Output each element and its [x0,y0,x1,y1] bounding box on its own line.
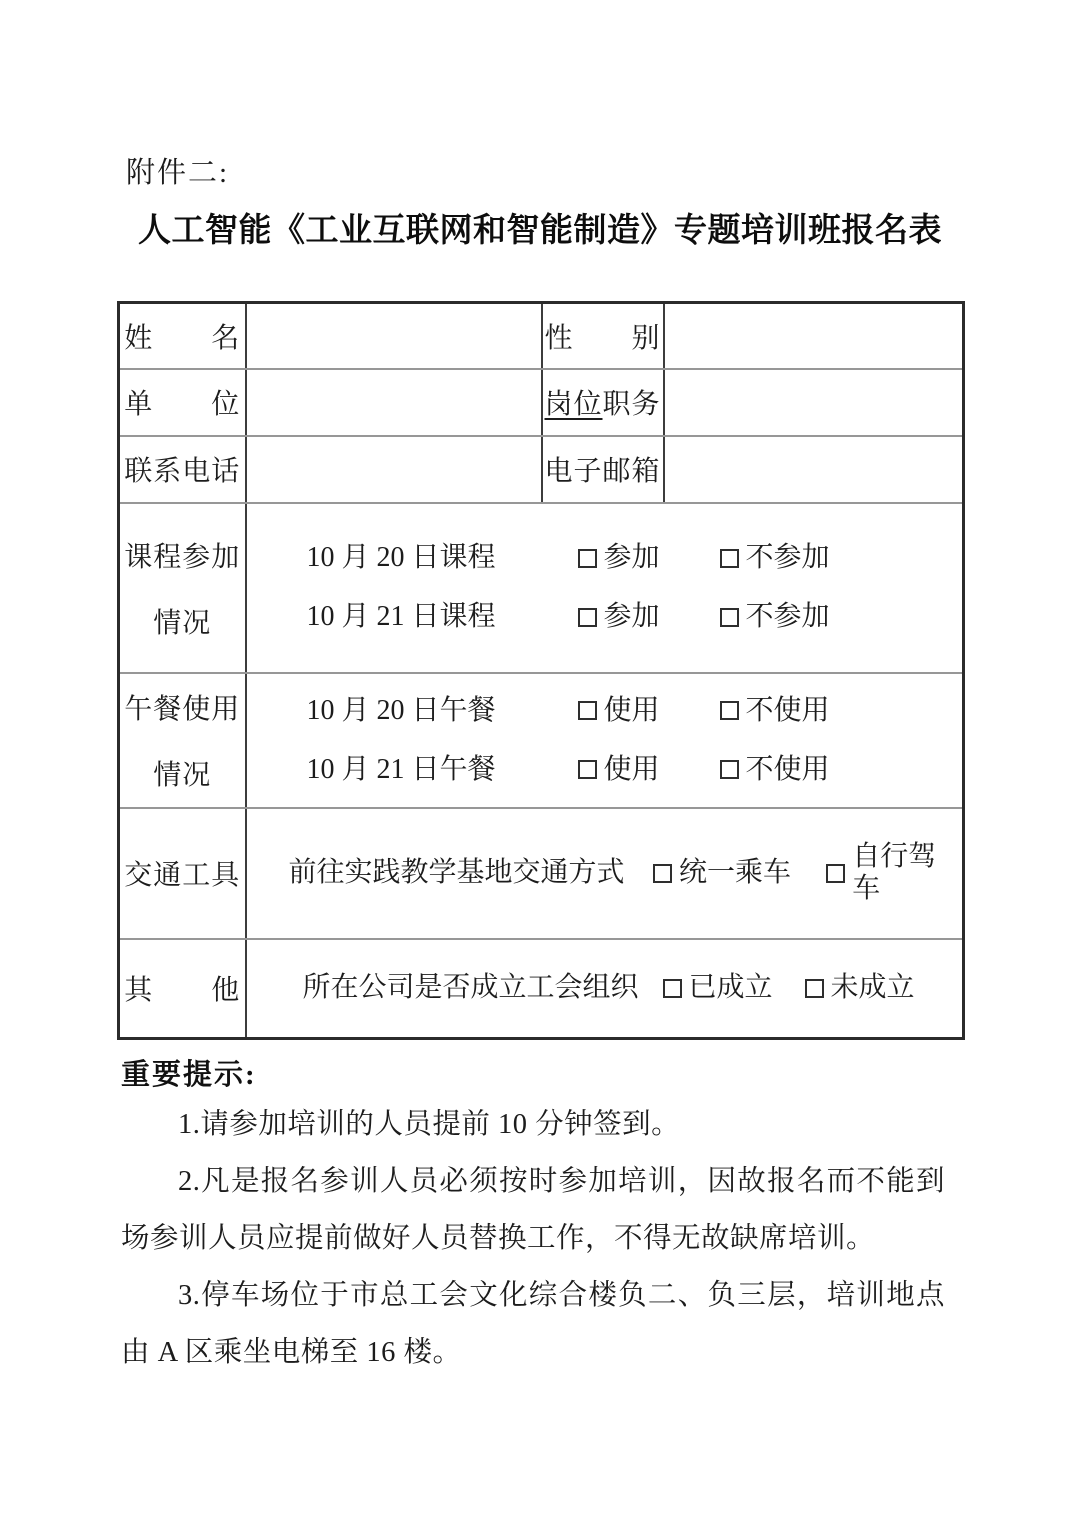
notes-block [121,1096,945,1381]
transport-line [247,841,963,905]
lunch-oct21-not-use-checkbox[interactable] [720,760,739,779]
course-oct20-attend-label: 参加 [603,542,660,573]
table-row [119,303,964,369]
union-not-established-checkbox[interactable] [805,979,824,998]
email-label: 电子邮箱 [542,436,664,503]
course-oct20-not-attend-checkbox[interactable] [720,549,739,568]
lunch-oct20-line [247,695,963,727]
gender-input-cell[interactable] [664,303,964,369]
position-label [542,369,664,436]
course-options-cell [246,503,964,673]
transport-options-cell [246,808,964,939]
table-row [119,369,964,436]
attachment-label: 附件二: [126,157,230,189]
registration-form-table [117,301,965,1040]
transport-bus-label: 统一乘车 [679,857,792,888]
union-not-established-label: 未成立 [830,972,915,1004]
lunch-oct21-item: 10 月 21 日午餐 [306,753,496,785]
lunch-oct21-use-label: 使用 [603,753,660,785]
other-section-label: 其 他 [119,939,246,1039]
email-input-cell[interactable] [664,436,964,503]
unit-label: 单 位 [119,369,246,436]
table-row [119,503,964,673]
lunch-section-label [119,673,246,808]
table-row [119,808,964,939]
note-item-1: 1.请参加培训的人员提前 10 分钟签到。 [178,1109,681,1140]
transport-section-label: 交通工具 [119,808,246,939]
lunch-oct21-not-use-label: 不使用 [745,753,830,785]
name-input-cell[interactable] [246,303,542,369]
lunch-options-cell [246,673,964,808]
course-section-label [119,503,246,673]
lunch-oct20-not-use-label: 不使用 [745,694,830,726]
unit-input-cell[interactable] [246,369,542,436]
course-oct21-attend-checkbox[interactable] [578,608,597,627]
phone-input-cell[interactable] [246,436,542,503]
course-label-line2: 情况 [153,607,212,639]
union-item: 所在公司是否成立工会组织 [302,972,639,1004]
lunch-label-line1: 午餐使用 [124,694,241,725]
course-oct21-line [247,601,963,633]
union-line [247,972,963,1004]
lunch-oct21-line [247,754,963,786]
course-oct20-attend-checkbox[interactable] [578,549,597,568]
notes-heading: 重要提示: [121,1059,257,1091]
transport-self-drive-checkbox[interactable] [826,864,845,883]
course-oct21-not-attend-checkbox[interactable] [720,608,739,627]
course-label-line1: 课程参加 [124,541,241,573]
position-label-underlined: 岗位 [544,389,603,420]
lunch-oct20-use-label: 使用 [603,694,660,726]
gender-label: 性 别 [542,303,664,369]
phone-label: 联系电话 [119,436,246,503]
name-label: 姓 名 [119,303,246,369]
transport-item: 前往实践教学基地交通方式 [288,857,625,888]
course-oct21-attend-label: 参加 [603,601,660,632]
course-oct20-item: 10 月 20 日课程 [306,542,496,573]
lunch-oct20-use-checkbox[interactable] [578,701,597,720]
course-oct21-item: 10 月 21 日课程 [306,601,496,632]
position-input-cell[interactable] [664,369,964,436]
lunch-oct21-use-checkbox[interactable] [578,760,597,779]
course-oct20-line [247,542,963,574]
union-established-checkbox[interactable] [663,979,682,998]
table-row [119,939,964,1039]
table-row [119,673,964,808]
course-oct21-not-attend-label: 不参加 [745,601,830,632]
note-item-3: 3.停车场位于市总工会文化综合楼负二、负三层，培训地点由 A 区乘坐电梯至 16 楼。 [121,1280,945,1368]
note-item-2: 2.凡是报名参训人员必须按时参加培训，因故报名而不能到场参训人员应提前做好人员替换工作，不得无故缺席培训。 [121,1166,945,1254]
page-title: 人工智能《工业互联网和智能制造》专题培训班报名表 [138,211,942,248]
table-row [119,436,964,503]
union-established-label: 已成立 [688,972,773,1004]
lunch-oct20-not-use-checkbox[interactable] [720,701,739,720]
transport-self-drive-label: 自行驾车 [852,841,937,904]
other-options-cell [246,939,964,1039]
course-oct20-not-attend-label: 不参加 [745,542,830,573]
lunch-oct20-item: 10 月 20 日午餐 [306,694,496,726]
position-label-rest: 职务 [602,389,661,420]
lunch-label-line2: 情况 [153,760,212,791]
transport-bus-checkbox[interactable] [653,864,672,883]
